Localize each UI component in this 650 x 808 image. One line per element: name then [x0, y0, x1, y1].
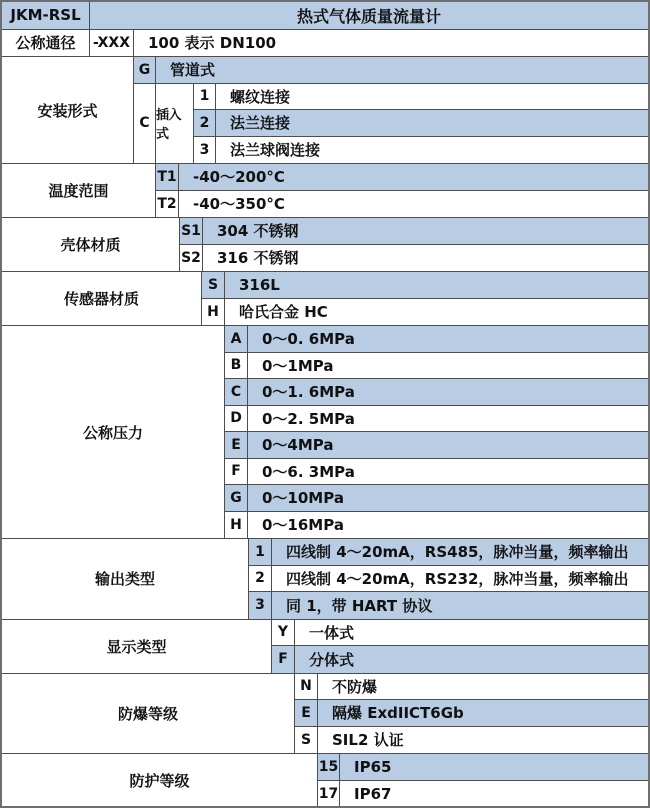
diameter-label: 公称通径 [2, 30, 90, 57]
section-shell-material [2, 218, 648, 272]
option-code-cell: H [202, 299, 225, 326]
option-code-cell: G [225, 485, 248, 511]
option-code-cell: 2 [194, 110, 216, 136]
option-value-cell: 四线制 4～20mA，RS485，脉冲当量，频率输出 [286, 543, 629, 562]
section-install-type [2, 57, 648, 164]
option-value-cell: 螺纹连接 [230, 87, 291, 106]
option-row [318, 754, 648, 781]
option-value-cell: 0～6. 3MPa [262, 462, 355, 481]
option-code-cell: 3 [194, 137, 216, 164]
option-value-cell: 同 1，带 HART 协议 [286, 596, 433, 615]
option-code-cell: S [202, 272, 225, 298]
option-row-pipe [134, 57, 648, 84]
option-code-cell: D [225, 406, 248, 432]
option-row [225, 379, 648, 406]
option-value-cell: -40～350°C [193, 195, 285, 214]
product-name-cell: 热式气体质量流量计 [296, 6, 441, 26]
option-row [156, 191, 648, 218]
option-code-cell: S [295, 727, 318, 754]
option-value-cell: 0～1MPa [262, 356, 334, 375]
option-code-cell: E [295, 700, 318, 726]
option-value-cell: 0～4MPa [262, 436, 334, 455]
option-row [272, 620, 648, 647]
option-value-cell: IP65 [354, 757, 392, 776]
option-value-cell: 一体式 [309, 623, 355, 642]
option-code-cell: N [295, 674, 318, 700]
protection-section-label: 防护等级 [2, 754, 318, 807]
option-code-cell: Y [272, 620, 295, 646]
option-code-cell: 1 [194, 84, 216, 110]
option-row [295, 700, 648, 727]
option-value-cell: SIL2 认证 [332, 731, 404, 750]
option-value-cell: 四线制 4～20mA，RS232，脉冲当量，频率输出 [286, 569, 629, 588]
temperature-section-label: 温度范围 [2, 164, 156, 217]
section-nominal-pressure [2, 326, 648, 539]
option-row [295, 674, 648, 701]
option-row-flange [194, 110, 648, 137]
section-explosion-proof-rating [2, 674, 648, 755]
option-value-cell: -40～200°C [193, 168, 285, 187]
section-temperature-range [2, 164, 648, 218]
option-row [249, 566, 648, 593]
sensor-section-label: 传感器材质 [2, 272, 202, 325]
option-value-cell: 0～10MPa [262, 489, 344, 508]
model-code-cell: JKM-RSL [2, 2, 90, 29]
option-code-cell: S2 [180, 245, 203, 272]
option-code-cell: 2 [249, 566, 272, 592]
option-code-cell: F [272, 646, 295, 673]
section-sensor-material [2, 272, 648, 326]
option-code-cell: A [225, 326, 248, 352]
shell-section-label: 壳体材质 [2, 218, 180, 271]
option-code-cell: 17 [318, 781, 340, 808]
option-row-thread [194, 84, 648, 111]
option-code-cell: 15 [318, 754, 340, 780]
option-row [225, 353, 648, 380]
option-code-cell: G [134, 57, 156, 83]
option-value-cell: 316L [239, 275, 280, 294]
option-code-cell: C [225, 379, 248, 405]
output-section-label: 输出类型 [2, 539, 249, 619]
option-code-cell: T1 [156, 164, 179, 190]
option-value-cell: 316 不锈钢 [217, 249, 299, 268]
insert-label-cell: 插入式 [156, 84, 194, 164]
option-value-cell: 0～0. 6MPa [262, 330, 355, 349]
option-value-cell: 哈氏合金 HC [239, 303, 328, 322]
option-row [249, 592, 648, 619]
option-row [225, 459, 648, 486]
option-row [225, 326, 648, 353]
option-value-cell: 0～16MPa [262, 516, 344, 535]
option-code-cell: E [225, 432, 248, 458]
option-value-cell: 0～1. 6MPa [262, 383, 355, 402]
option-value-cell: 管道式 [170, 61, 216, 80]
diameter-code-cell: -XXX [90, 30, 134, 57]
option-row [202, 272, 648, 299]
option-code-cell: T2 [156, 191, 179, 218]
option-row [180, 218, 648, 245]
option-code-cell: S1 [180, 218, 203, 244]
explosion-section-label: 防爆等级 [2, 674, 295, 754]
option-row [156, 164, 648, 191]
option-code-cell: 3 [249, 592, 272, 619]
option-row [295, 727, 648, 754]
option-row [272, 646, 648, 673]
option-row [180, 245, 648, 272]
option-value-cell: 隔爆 ExdIICT6Gb [332, 704, 464, 723]
install-section-label: 安装形式 [2, 57, 134, 163]
option-value-cell: 304 不锈钢 [217, 222, 299, 241]
section-protection-rating [2, 754, 648, 807]
option-value-cell: 不防爆 [332, 677, 378, 696]
option-value-cell: 法兰球阀连接 [230, 141, 321, 160]
insert-subsection [134, 84, 648, 164]
diameter-row [2, 30, 648, 58]
option-value-cell: IP67 [354, 784, 392, 803]
section-display-type [2, 620, 648, 674]
insert-code-cell: C [134, 84, 156, 164]
display-section-label: 显示类型 [2, 620, 272, 673]
option-row [225, 406, 648, 433]
option-row [318, 781, 648, 808]
option-code-cell: F [225, 459, 248, 485]
option-code-cell: 1 [249, 539, 272, 565]
option-value-cell: 分体式 [309, 650, 355, 669]
option-row [225, 512, 648, 539]
option-value-cell: 0～2. 5MPa [262, 409, 355, 428]
section-output-type [2, 539, 648, 620]
option-code-cell: B [225, 353, 248, 379]
pressure-section-label: 公称压力 [2, 326, 225, 538]
diameter-description-cell: 100 表示 DN100 [148, 34, 277, 53]
option-row [225, 432, 648, 459]
option-row [225, 485, 648, 512]
option-code-cell: H [225, 512, 248, 539]
option-row [202, 299, 648, 326]
option-row-flange-ball-valve [194, 137, 648, 164]
header-row [2, 2, 648, 30]
option-value-cell: 法兰连接 [230, 114, 291, 133]
option-row [249, 539, 648, 566]
